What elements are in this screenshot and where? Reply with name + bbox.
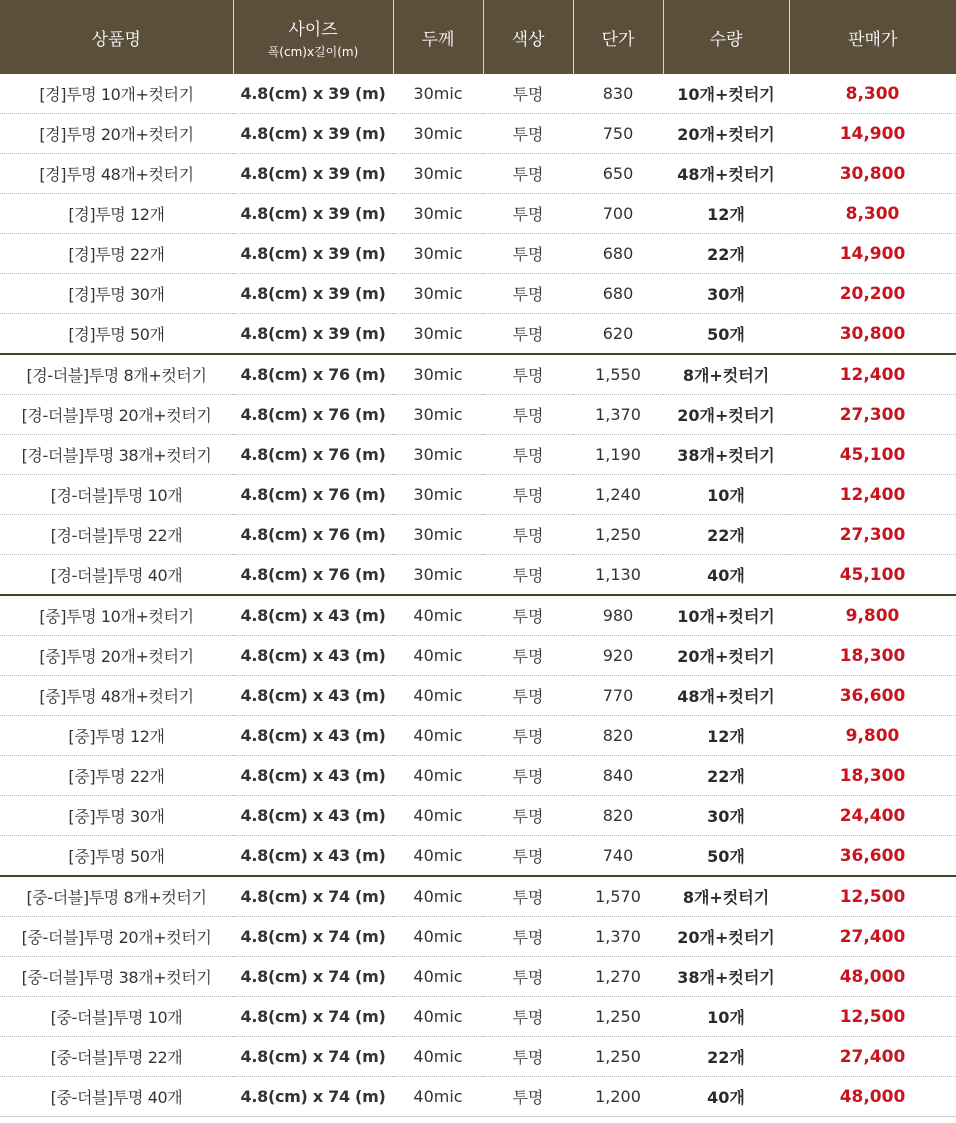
table-row [0,716,956,756]
cell-unit-price: 1,370 [573,917,663,957]
cell-sale-price: 45,100 [789,555,956,596]
header-size-main: 사이즈 [288,19,338,40]
header-unit-price: 단가 [573,0,663,74]
cell-thickness: 30mic [393,475,483,515]
table-row [0,1077,956,1117]
cell-color: 투명 [483,957,573,997]
table-row [0,314,956,355]
cell-size: 4.8(cm) x 76 (m) [233,435,393,475]
cell-sale-price: 12,500 [789,997,956,1037]
cell-unit-price: 650 [573,154,663,194]
cell-thickness: 30mic [393,515,483,555]
cell-thickness: 30mic [393,114,483,154]
cell-product-name: [경-더블]투명 8개+컷터기 [0,354,233,395]
cell-size: 4.8(cm) x 43 (m) [233,676,393,716]
cell-sale-price: 36,600 [789,676,956,716]
table-row [0,234,956,274]
cell-unit-price: 1,570 [573,876,663,917]
cell-sale-price: 20,200 [789,274,956,314]
cell-sale-price: 14,900 [789,114,956,154]
table-row [0,756,956,796]
cell-sale-price: 12,500 [789,876,956,917]
cell-size: 4.8(cm) x 74 (m) [233,876,393,917]
cell-product-name: [중-더블]투명 40개 [0,1077,233,1117]
cell-color: 투명 [483,314,573,355]
cell-size: 4.8(cm) x 76 (m) [233,555,393,596]
cell-thickness: 30mic [393,354,483,395]
cell-color: 투명 [483,154,573,194]
cell-unit-price: 750 [573,114,663,154]
cell-product-name: [중]투명 50개 [0,836,233,877]
cell-sale-price: 27,300 [789,395,956,435]
cell-product-name: [경-더블]투명 20개+컷터기 [0,395,233,435]
cell-sale-price: 27,400 [789,1037,956,1077]
cell-quantity: 40개 [663,1077,789,1117]
cell-color: 투명 [483,234,573,274]
cell-quantity: 22개 [663,756,789,796]
table-row [0,515,956,555]
cell-quantity: 40개 [663,555,789,596]
cell-color: 투명 [483,395,573,435]
table-row [0,876,956,917]
cell-size: 4.8(cm) x 76 (m) [233,515,393,555]
table-row [0,957,956,997]
cell-quantity: 38개+컷터기 [663,957,789,997]
cell-size: 4.8(cm) x 39 (m) [233,194,393,234]
cell-unit-price: 680 [573,274,663,314]
cell-product-name: [경]투명 50개 [0,314,233,355]
cell-thickness: 40mic [393,756,483,796]
cell-unit-price: 1,190 [573,435,663,475]
cell-thickness: 30mic [393,435,483,475]
cell-unit-price: 1,550 [573,354,663,395]
header-sale-price: 판매가 [789,0,956,74]
cell-size: 4.8(cm) x 43 (m) [233,595,393,636]
cell-product-name: [중]투명 20개+컷터기 [0,636,233,676]
cell-size: 4.8(cm) x 74 (m) [233,957,393,997]
cell-size: 4.8(cm) x 39 (m) [233,114,393,154]
cell-quantity: 22개 [663,515,789,555]
table-row [0,917,956,957]
cell-size: 4.8(cm) x 39 (m) [233,274,393,314]
cell-quantity: 10개 [663,997,789,1037]
table-row [0,114,956,154]
cell-quantity: 30개 [663,796,789,836]
cell-color: 투명 [483,595,573,636]
cell-thickness: 40mic [393,997,483,1037]
cell-color: 투명 [483,756,573,796]
cell-color: 투명 [483,676,573,716]
table-row [0,796,956,836]
cell-thickness: 40mic [393,1077,483,1117]
cell-product-name: [중-더블]투명 22개 [0,1037,233,1077]
cell-size: 4.8(cm) x 74 (m) [233,917,393,957]
cell-sale-price: 12,400 [789,354,956,395]
cell-color: 투명 [483,435,573,475]
cell-unit-price: 920 [573,636,663,676]
table-row [0,74,956,114]
cell-thickness: 30mic [393,274,483,314]
cell-size: 4.8(cm) x 39 (m) [233,234,393,274]
cell-sale-price: 24,400 [789,796,956,836]
cell-quantity: 8개+컷터기 [663,876,789,917]
cell-product-name: [중]투명 48개+컷터기 [0,676,233,716]
table-row [0,274,956,314]
cell-product-name: [중-더블]투명 38개+컷터기 [0,957,233,997]
cell-product-name: [중]투명 22개 [0,756,233,796]
cell-sale-price: 14,900 [789,234,956,274]
cell-thickness: 40mic [393,716,483,756]
cell-thickness: 30mic [393,555,483,596]
cell-size: 4.8(cm) x 43 (m) [233,756,393,796]
cell-quantity: 38개+컷터기 [663,435,789,475]
cell-unit-price: 1,250 [573,515,663,555]
cell-unit-price: 740 [573,836,663,877]
table-row [0,555,956,596]
table-row [0,435,956,475]
cell-thickness: 40mic [393,917,483,957]
cell-unit-price: 700 [573,194,663,234]
cell-unit-price: 1,370 [573,395,663,435]
cell-color: 투명 [483,274,573,314]
table-header-row [0,0,956,74]
cell-sale-price: 27,400 [789,917,956,957]
cell-quantity: 12개 [663,716,789,756]
table-row [0,154,956,194]
cell-sale-price: 36,600 [789,836,956,877]
cell-sale-price: 12,400 [789,475,956,515]
cell-color: 투명 [483,796,573,836]
cell-size: 4.8(cm) x 43 (m) [233,636,393,676]
header-size [233,0,393,74]
cell-product-name: [중]투명 12개 [0,716,233,756]
cell-quantity: 48개+컷터기 [663,154,789,194]
cell-sale-price: 48,000 [789,957,956,997]
header-quantity: 수량 [663,0,789,74]
cell-product-name: [경-더블]투명 22개 [0,515,233,555]
cell-color: 투명 [483,555,573,596]
table-row [0,636,956,676]
cell-sale-price: 45,100 [789,435,956,475]
cell-size: 4.8(cm) x 43 (m) [233,836,393,877]
cell-unit-price: 620 [573,314,663,355]
cell-quantity: 30개 [663,274,789,314]
cell-color: 투명 [483,515,573,555]
cell-sale-price: 8,300 [789,74,956,114]
cell-quantity: 20개+컷터기 [663,395,789,435]
cell-size: 4.8(cm) x 74 (m) [233,1037,393,1077]
table-row [0,1037,956,1077]
cell-size: 4.8(cm) x 43 (m) [233,716,393,756]
cell-thickness: 30mic [393,314,483,355]
cell-unit-price: 680 [573,234,663,274]
cell-color: 투명 [483,1077,573,1117]
cell-unit-price: 840 [573,756,663,796]
cell-product-name: [경]투명 22개 [0,234,233,274]
cell-sale-price: 30,800 [789,154,956,194]
table-row [0,595,956,636]
cell-unit-price: 830 [573,74,663,114]
cell-unit-price: 1,250 [573,1037,663,1077]
cell-thickness: 30mic [393,74,483,114]
table-row [0,676,956,716]
cell-quantity: 8개+컷터기 [663,354,789,395]
cell-product-name: [경]투명 12개 [0,194,233,234]
table-row [0,475,956,515]
cell-product-name: [중]투명 30개 [0,796,233,836]
header-thickness: 두께 [393,0,483,74]
cell-sale-price: 18,300 [789,636,956,676]
cell-color: 투명 [483,475,573,515]
cell-unit-price: 820 [573,796,663,836]
cell-sale-price: 48,000 [789,1077,956,1117]
cell-size: 4.8(cm) x 43 (m) [233,796,393,836]
cell-size: 4.8(cm) x 76 (m) [233,354,393,395]
cell-sale-price: 9,800 [789,595,956,636]
cell-thickness: 40mic [393,957,483,997]
cell-unit-price: 980 [573,595,663,636]
cell-thickness: 40mic [393,1037,483,1077]
cell-product-name: [경]투명 30개 [0,274,233,314]
cell-size: 4.8(cm) x 74 (m) [233,997,393,1037]
table-body [0,74,956,1117]
table-row [0,997,956,1037]
cell-unit-price: 1,250 [573,997,663,1037]
cell-quantity: 22개 [663,234,789,274]
cell-size: 4.8(cm) x 39 (m) [233,314,393,355]
cell-color: 투명 [483,194,573,234]
cell-thickness: 40mic [393,676,483,716]
cell-unit-price: 1,240 [573,475,663,515]
cell-thickness: 30mic [393,154,483,194]
cell-thickness: 40mic [393,636,483,676]
cell-unit-price: 770 [573,676,663,716]
cell-size: 4.8(cm) x 74 (m) [233,1077,393,1117]
cell-sale-price: 18,300 [789,756,956,796]
cell-sale-price: 30,800 [789,314,956,355]
cell-product-name: [중]투명 10개+컷터기 [0,595,233,636]
cell-product-name: [경-더블]투명 38개+컷터기 [0,435,233,475]
cell-quantity: 50개 [663,836,789,877]
table-row [0,354,956,395]
cell-sale-price: 9,800 [789,716,956,756]
cell-thickness: 30mic [393,234,483,274]
cell-thickness: 30mic [393,194,483,234]
cell-product-name: [경]투명 20개+컷터기 [0,114,233,154]
cell-color: 투명 [483,636,573,676]
cell-color: 투명 [483,74,573,114]
cell-product-name: [중-더블]투명 20개+컷터기 [0,917,233,957]
cell-size: 4.8(cm) x 76 (m) [233,475,393,515]
cell-quantity: 10개 [663,475,789,515]
cell-size: 4.8(cm) x 39 (m) [233,74,393,114]
cell-color: 투명 [483,876,573,917]
cell-quantity: 20개+컷터기 [663,917,789,957]
cell-quantity: 22개 [663,1037,789,1077]
cell-unit-price: 1,270 [573,957,663,997]
cell-color: 투명 [483,354,573,395]
cell-quantity: 10개+컷터기 [663,595,789,636]
cell-quantity: 20개+컷터기 [663,636,789,676]
cell-unit-price: 820 [573,716,663,756]
table-row [0,395,956,435]
cell-unit-price: 1,200 [573,1077,663,1117]
header-product-name: 상품명 [0,0,233,74]
cell-color: 투명 [483,836,573,877]
cell-product-name: [경-더블]투명 40개 [0,555,233,596]
cell-thickness: 40mic [393,796,483,836]
header-color: 색상 [483,0,573,74]
cell-size: 4.8(cm) x 76 (m) [233,395,393,435]
cell-color: 투명 [483,1037,573,1077]
table-row [0,836,956,877]
cell-color: 투명 [483,716,573,756]
cell-quantity: 20개+컷터기 [663,114,789,154]
cell-thickness: 30mic [393,395,483,435]
cell-thickness: 40mic [393,836,483,877]
cell-thickness: 40mic [393,595,483,636]
cell-quantity: 50개 [663,314,789,355]
cell-color: 투명 [483,917,573,957]
cell-sale-price: 27,300 [789,515,956,555]
cell-sale-price: 8,300 [789,194,956,234]
cell-thickness: 40mic [393,876,483,917]
cell-size: 4.8(cm) x 39 (m) [233,154,393,194]
header-size-sub: 폭(cm)x길이(m) [267,44,359,59]
cell-quantity: 10개+컷터기 [663,74,789,114]
cell-product-name: [경]투명 10개+컷터기 [0,74,233,114]
cell-product-name: [중-더블]투명 8개+컷터기 [0,876,233,917]
cell-color: 투명 [483,114,573,154]
cell-product-name: [경-더블]투명 10개 [0,475,233,515]
cell-quantity: 48개+컷터기 [663,676,789,716]
table-row [0,194,956,234]
cell-product-name: [중-더블]투명 10개 [0,997,233,1037]
cell-color: 투명 [483,997,573,1037]
cell-product-name: [경]투명 48개+컷터기 [0,154,233,194]
cell-unit-price: 1,130 [573,555,663,596]
cell-quantity: 12개 [663,194,789,234]
